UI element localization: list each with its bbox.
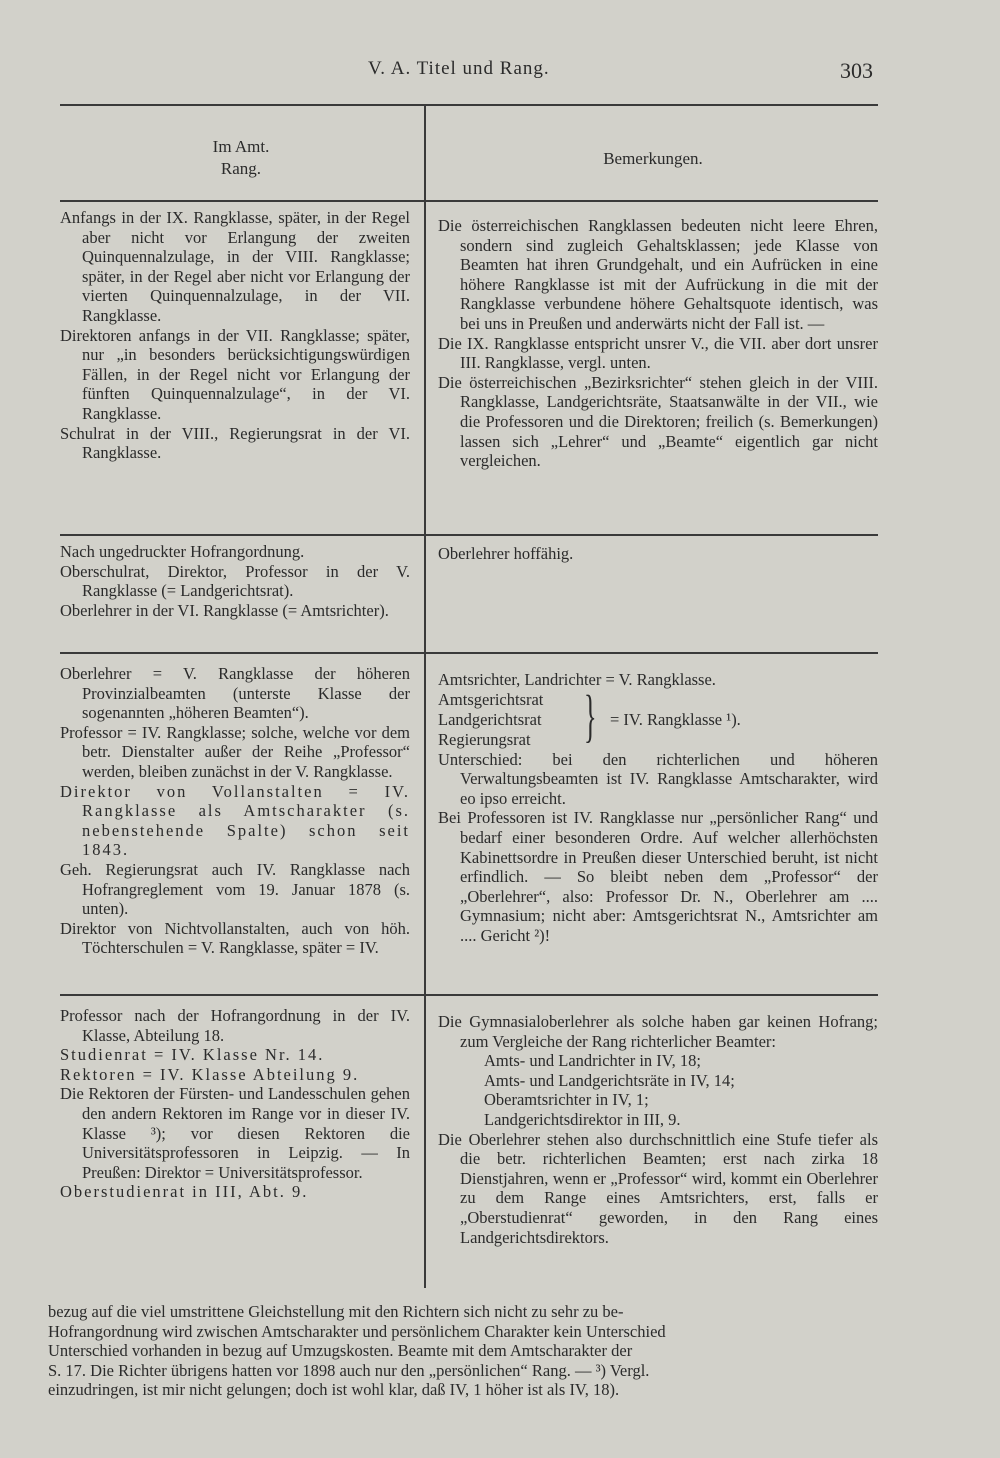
left-header-line-1: Im Amt. — [212, 137, 270, 156]
row4-left-paragraph: Die Rektoren der Fürsten- und Landesschulen gehen den andern Rektoren im Range vor in dieser IV. Klasse ³); vor diesen Rektoren die Universitätsprofessoren in Leipzig. — In Preußen: Direktor = Universitätsprofessor. — [60, 1084, 410, 1182]
brace-line: Amtsgerichtsrat — [438, 689, 544, 709]
row1-left-paragraph: Anfangs in der IX. Rangklasse, später, in der Regel aber nicht vor Erlangung der zweiten Quinquennalzulage, in der VIII. Rangklasse; später, in der Regel aber nicht vor Erlangung der vierten Quinquennalzulage, in der VII. Rangklasse. — [60, 208, 410, 325]
row4-right-cell — [438, 1012, 878, 1247]
running-title: V. A. Titel und Rang. — [368, 58, 550, 79]
table-top-rule — [60, 104, 878, 106]
brace-line: Regierungsrat — [438, 729, 531, 749]
footnote-line: Unterschied vorhanden in bezug auf Umzugskosten. Beamte mit dem Amtscharakter der — [48, 1341, 633, 1361]
right-column-header — [428, 148, 878, 170]
row1-left-paragraph: Direktoren anfangs in der VII. Rangklasse; später, nur „in besonders berücksichtigungswürdigen Fällen, in der Regel nicht vor Erlangung der fünften Quinquennalzulage“, in der VI. Rangklasse. — [60, 325, 410, 423]
right-header-label: Bemerkungen. — [603, 149, 703, 168]
row2-right-cell — [438, 544, 878, 564]
row1-left-cell — [60, 208, 410, 463]
row3-left-paragraph: Professor = IV. Rangklasse; solche, welche vor dem betr. Dienstalter außer der Reihe „Professor“ werden, bleiben zunächst in der V. Rangklasse. — [60, 722, 410, 781]
row2-left-paragraph: Oberschulrat, Direktor, Professor in der V. Rangklasse (= Landgerichtsrat). — [60, 561, 410, 601]
row4-left-paragraph: Rektoren = IV. Klasse Abteilung 9. — [60, 1064, 360, 1084]
left-column-header — [60, 136, 422, 180]
brace-line: Landgerichtsrat — [438, 709, 542, 729]
header-bottom-rule — [60, 200, 878, 202]
row3-right-first-line: Amtsrichter, Landrichter = V. Rangklasse. — [438, 670, 716, 689]
row4-left-cell — [60, 1006, 410, 1202]
row3-left-paragraph: Geh. Regierungsrat auch IV. Rangklasse nach Hofrangreglement vom 19. Januar 1878 (s. unten). — [60, 859, 410, 919]
row2-left-cell — [60, 542, 410, 620]
row4-left-paragraph: Oberstudienrat in III, Abt. 9. — [60, 1182, 309, 1202]
rank-brace-group — [438, 682, 878, 750]
row3-left-paragraph: Oberlehrer = V. Rangklasse der höheren Provinzialbeamten (unterste Klasse der sogenannten „höheren Beamten“). — [60, 664, 410, 723]
row4-right-outro: Die Oberlehrer stehen also durchschnittlich eine Stufe tiefer als die betr. richterlichen Beamten; erst nach zirka 18 Dienstjahren, wenn er „Professor“ wird, kommt ein Oberlehrer zu dem Range eines Amtsrichters, erst, falls er „Oberstudienrat“ geworden, in den Rang eines Landgerichtsdirektors. — [438, 1129, 878, 1247]
row4-left-paragraph: Professor nach der Hofrangordnung in der IV. Klasse, Abteilung 18. — [60, 1006, 410, 1045]
row4-right-list-item: Oberamtsrichter in IV, 1; — [484, 1090, 649, 1110]
row1-right-paragraph: Die österreichischen Rangklassen bedeuten nicht leere Ehren, sondern sind zugleich Gehaltsklassen; jede Klasse von Beamten hat ihren Grundgehalt, und ein Aufrücken in eine höhere Rangklasse ist mit der Aufrückung in die mit der Rangklasse verbundene höhere Gehaltsquote identisch, was bei uns in Preußen und anderwärts nicht der Fall ist. — — [438, 216, 878, 333]
column-divider — [424, 106, 426, 1288]
row2-bottom-rule — [60, 652, 878, 654]
footnote-block — [48, 1302, 878, 1400]
row1-bottom-rule — [60, 534, 878, 536]
row3-right-paragraph: Unterschied: bei den richterlichen und höheren Verwaltungsbeamten ist IV. Rangklasse Amtscharakter, wird eo ipso erreicht. — [438, 749, 878, 808]
row1-left-paragraph: Schulrat in der VIII., Regierungsrat in der VI. Rangklasse. — [60, 423, 410, 463]
running-head — [0, 58, 1000, 88]
left-header-line-2: Rang. — [220, 159, 262, 178]
row1-right-paragraph: Die österreichischen „Bezirksrichter“ stehen gleich in der VIII. Rangklasse, Landgerichtsräte, Staatsanwälte in der VII., wie die Professoren und die Direktoren; freilich (s. Bemerkungen) lassen sich „Lehrer“ und „Beamte“ eigentlich gar nicht vergleichen. — [438, 372, 878, 471]
row3-left-paragraph: Direktor von Vollanstalten = IV. Rangklasse als Amtscharakter (s. nebenstehende Spalte) schon seit 1843. — [60, 781, 410, 860]
row4-right-list-item: Amts- und Landgerichtsräte in IV, 14; — [484, 1070, 735, 1090]
row1-right-paragraph: Die IX. Rangklasse entspricht unsrer V., die VII. aber dort unsrer III. Rangklasse, vergl. unten. — [438, 333, 878, 373]
row3-left-cell — [60, 664, 410, 958]
row4-left-paragraph: Studienrat = IV. Klasse Nr. 14. — [60, 1045, 325, 1065]
row3-right-cell — [438, 670, 878, 946]
curly-brace-glyph: } — [584, 682, 597, 748]
row1-right-cell — [438, 216, 878, 471]
footnote-line: bezug auf die viel umstrittene Gleichstellung mit den Richtern sich nicht zu sehr zu be- — [48, 1302, 624, 1321]
row2-left-paragraph: Oberlehrer in der VI. Rangklasse (= Amtsrichter). — [60, 600, 389, 620]
footnote-line: einzudringen, ist mir nicht gelungen; doch ist wohl klar, daß IV, 1 höher ist als IV, 18). — [48, 1380, 620, 1400]
footnote-line: Hofrangordnung wird zwischen Amtscharakter und persönlichem Charakter kein Unterschied — [48, 1321, 666, 1341]
row4-right-list-item: Landgerichtsdirektor in III, 9. — [484, 1109, 681, 1129]
row2-left-paragraph: Nach ungedruckter Hofrangordnung. — [60, 542, 305, 561]
page-number: 303 — [840, 58, 873, 83]
brace-result: = IV. Rangklasse ¹). — [610, 709, 741, 729]
row4-right-list-item: Amts- und Landrichter in IV, 18; — [484, 1051, 701, 1071]
row3-left-paragraph: Direktor von Nichtvollanstalten, auch von höh. Töchterschulen = V. Rangklasse, später = IV. — [60, 918, 410, 958]
row4-right-intro: Die Gymnasialoberlehrer als solche haben gar keinen Hofrang; zum Vergleiche der Rang richterlicher Beamter: — [438, 1012, 878, 1051]
row3-bottom-rule — [60, 994, 878, 996]
row2-right-paragraph: Oberlehrer hoffähig. — [438, 544, 574, 563]
footnote-line: S. 17. Die Richter übrigens hatten vor 1898 auch nur den „persönlichen“ Rang. — ³) Vergl. — [48, 1360, 650, 1380]
row3-right-paragraph: Bei Professoren ist IV. Rangklasse nur „persönlicher Rang“ und bedarf einer besonderen Ordre. Auf welcher allerhöchsten Kabinettsordre in Preußen dieser Unterschied beruht, ist nicht erfindlich. — So bleibt neben dem „Professor“ der „Oberlehrer“, also: Professor Dr. N., Oberlehrer am .... Gymnasium; nicht aber: Amtsgerichtsrat N., Amtsrichter am .... Gericht ²)! — [438, 808, 878, 945]
